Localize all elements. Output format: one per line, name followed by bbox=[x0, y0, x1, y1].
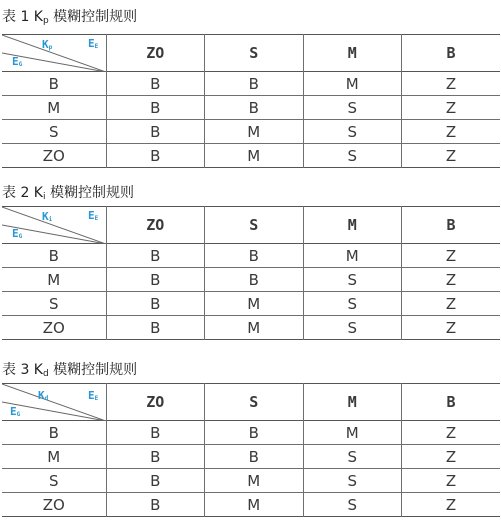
eg-label: $E_G$ bbox=[12, 55, 23, 68]
row-label-cell: B bbox=[2, 72, 106, 96]
table-cell: S bbox=[303, 316, 402, 340]
table-3 bbox=[2, 383, 500, 517]
table-row bbox=[2, 292, 500, 316]
table-cell: B bbox=[205, 72, 304, 96]
table-row bbox=[2, 493, 500, 517]
table-cell: S bbox=[303, 120, 402, 144]
table-cell: B bbox=[106, 493, 205, 517]
corner-header-cell bbox=[2, 35, 106, 72]
table-cell: B bbox=[106, 421, 205, 445]
table-row bbox=[2, 316, 500, 340]
table-cell: B bbox=[205, 96, 304, 120]
table-cell: B bbox=[106, 120, 205, 144]
table-cell: B bbox=[106, 445, 205, 469]
table-header-row bbox=[2, 207, 500, 244]
row-label-cell: M bbox=[2, 445, 106, 469]
table-cell: B bbox=[106, 244, 205, 268]
table-cell: B bbox=[106, 316, 205, 340]
column-header: ZO bbox=[106, 35, 205, 72]
column-header: ZO bbox=[106, 384, 205, 421]
eg-label: $E_G$ bbox=[12, 227, 23, 240]
column-header: B bbox=[446, 44, 456, 62]
table-row bbox=[2, 72, 500, 96]
table-row bbox=[2, 445, 500, 469]
column-header: ZO bbox=[106, 207, 205, 244]
column-header: S bbox=[205, 207, 304, 244]
column-header: M bbox=[303, 207, 402, 244]
table-cell: S bbox=[303, 96, 402, 120]
table-cell: Z bbox=[445, 471, 457, 490]
table-2-caption: 表 2 $K_i$ 模糊控制规则 bbox=[2, 185, 134, 202]
table-cell: M bbox=[205, 120, 304, 144]
table-cell: Z bbox=[445, 246, 457, 265]
column-header: S bbox=[205, 384, 304, 421]
table-row bbox=[2, 96, 500, 120]
column-header: M bbox=[303, 384, 402, 421]
row-label-cell: S bbox=[2, 469, 106, 493]
table-cell: B bbox=[205, 268, 304, 292]
row-label-cell: M bbox=[2, 268, 106, 292]
table-cell: Z bbox=[445, 423, 457, 442]
table-cell: Z bbox=[445, 98, 457, 117]
table-header-row bbox=[2, 384, 500, 421]
table-cell: B bbox=[106, 292, 205, 316]
eg-label: $E_G$ bbox=[10, 405, 21, 418]
k-label: $K_p$ bbox=[42, 38, 53, 51]
table-cell: B bbox=[106, 268, 205, 292]
row-label-cell: M bbox=[2, 96, 106, 120]
table-cell: B bbox=[106, 469, 205, 493]
table-header-row bbox=[2, 35, 500, 72]
table-cell: B bbox=[205, 421, 304, 445]
column-header: B bbox=[446, 216, 456, 234]
table-cell: Z bbox=[445, 270, 457, 289]
table-cell: M bbox=[205, 493, 304, 517]
table-cell: S bbox=[303, 469, 402, 493]
table-cell: Z bbox=[445, 294, 457, 313]
row-label-cell: ZO bbox=[2, 144, 106, 168]
table-cell: M bbox=[205, 144, 304, 168]
table-cell: S bbox=[303, 445, 402, 469]
table-cell: B bbox=[106, 96, 205, 120]
table-cell: S bbox=[303, 493, 402, 517]
table-row bbox=[2, 469, 500, 493]
table-cell: Z bbox=[445, 495, 457, 514]
corner-header-cell bbox=[2, 384, 106, 421]
table-cell: M bbox=[205, 316, 304, 340]
table-cell: M bbox=[303, 72, 402, 96]
table-cell: M bbox=[205, 292, 304, 316]
table-3-caption: 表 3 $K_d$ 模糊控制规则 bbox=[2, 362, 138, 379]
column-header: M bbox=[303, 35, 402, 72]
row-label-cell: ZO bbox=[2, 316, 106, 340]
table-cell: M bbox=[205, 469, 304, 493]
row-label-cell: ZO bbox=[2, 493, 106, 517]
k-label: $K_i$ bbox=[42, 210, 53, 223]
table-cell: B bbox=[205, 244, 304, 268]
ee-label: $E_E$ bbox=[88, 389, 99, 402]
row-label-cell: S bbox=[2, 120, 106, 144]
corner-header-cell bbox=[2, 207, 106, 244]
table-2 bbox=[2, 206, 500, 340]
table-cell: B bbox=[205, 445, 304, 469]
table-cell: S bbox=[303, 144, 402, 168]
table-cell: B bbox=[106, 72, 205, 96]
table-cell: Z bbox=[445, 122, 457, 141]
table-cell: S bbox=[303, 268, 402, 292]
column-header: B bbox=[446, 393, 456, 411]
table-row bbox=[2, 120, 500, 144]
ee-label: $E_E$ bbox=[88, 37, 99, 50]
row-label-cell: B bbox=[2, 421, 106, 445]
table-cell: M bbox=[303, 244, 402, 268]
table-cell: S bbox=[303, 292, 402, 316]
row-label-cell: S bbox=[2, 292, 106, 316]
table-1 bbox=[2, 34, 500, 168]
table-cell: Z bbox=[445, 447, 457, 466]
row-label-cell: B bbox=[2, 244, 106, 268]
table-row bbox=[2, 144, 500, 168]
table-cell: B bbox=[106, 144, 205, 168]
ee-label: $E_E$ bbox=[88, 209, 99, 222]
table-cell: Z bbox=[445, 318, 457, 337]
table-cell: M bbox=[303, 421, 402, 445]
table-cell: Z bbox=[445, 74, 457, 93]
k-label: $K_d$ bbox=[38, 389, 49, 402]
table-1-caption: 表 1 $K_p$ 模糊控制规则 bbox=[2, 9, 138, 26]
table-row bbox=[2, 421, 500, 445]
table-row bbox=[2, 268, 500, 292]
column-header: S bbox=[205, 35, 304, 72]
table-row bbox=[2, 244, 500, 268]
table-cell: Z bbox=[445, 146, 457, 165]
